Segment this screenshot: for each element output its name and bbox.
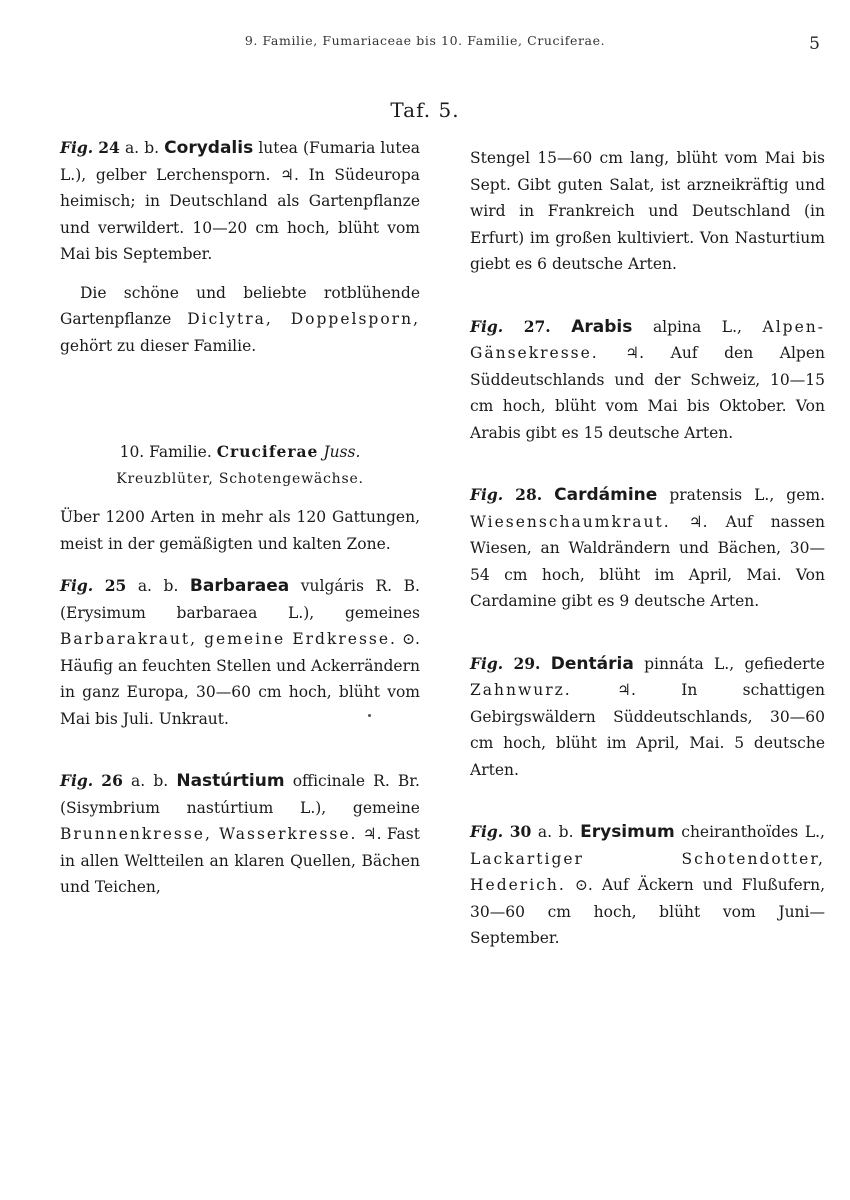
note-text-end: gehört zu dieser Familie. xyxy=(60,336,257,355)
common-name: Wiesenschaumkraut. xyxy=(470,512,671,531)
fig-number: 26 xyxy=(101,771,123,790)
family-description: Über 1200 Arten in mehr als 120 Gattungen, meist in der gemäßigten und kalten Zone. xyxy=(60,508,420,553)
fig-number: 25 xyxy=(104,576,127,595)
genus-name: Nastúrtium xyxy=(176,771,285,791)
family-number: 10. Familie. xyxy=(119,443,212,461)
entry-fig-28 xyxy=(470,482,825,615)
fig-number: 28. xyxy=(515,485,543,504)
fig-label: Fig. xyxy=(470,316,504,336)
family-heading xyxy=(60,439,420,466)
fig-parts: a. b. xyxy=(131,772,169,790)
fig-label: Fig. xyxy=(470,653,504,673)
genus-name: Cardámine xyxy=(554,485,658,505)
entry-text: cheiranthoïdes L., xyxy=(681,823,825,841)
page-number: 5 xyxy=(809,34,820,54)
entry-text-end: ♃. Auf nassen Wiesen, an Waldrändern und Bächen, 30—54 cm hoch, blüht im April, Mai. Von Cardamine gibt es 9 deutsche Arten. xyxy=(470,512,825,610)
entry-text: pratensis L., gem. xyxy=(669,486,826,504)
genus-name: Corydalis xyxy=(164,138,254,158)
entry-text: pinnáta L., gefiederte xyxy=(644,654,825,673)
right-column xyxy=(470,145,825,952)
genus-name: Barbaraea xyxy=(189,576,290,596)
print-speck xyxy=(368,714,371,717)
fig-label: Fig. xyxy=(60,771,94,790)
entry-fig-30 xyxy=(470,819,825,952)
note-spaced-name: Diclytra, Doppelsporn, xyxy=(187,310,420,328)
fig-label: Fig. xyxy=(470,822,504,841)
running-head: 9. Familie, Fumariaceae bis 10. Familie, Cruciferae. xyxy=(244,33,606,48)
entry-fig-29 xyxy=(470,651,825,784)
note-diclytra xyxy=(60,280,420,360)
entry-text-end: ♃. Auf den Alpen Süddeutschlands und der Schweiz, 10—15 cm hoch, blüht vom Mai bis Oktober. Von Arabis gibt es 15 deutsche Arten. xyxy=(470,344,825,442)
entry-fig-26 xyxy=(60,768,420,901)
common-name: Brunnenkresse, Wasserkresse. xyxy=(60,825,358,843)
common-name: Alpen-Gänsekresse. xyxy=(470,317,825,362)
fig-parts: a. b. xyxy=(537,823,574,841)
entry-text-end: ♃. Fast in allen Weltteilen an klaren Quellen, Bächen und Teichen, xyxy=(60,825,420,896)
left-column xyxy=(60,135,420,901)
fig-number: 30 xyxy=(509,822,532,841)
fig-label: Fig. xyxy=(470,485,504,504)
fig-number: 24 xyxy=(98,138,120,157)
entry-text: vulgáris R. B. (Erysimum barbaraea L.), gemeines xyxy=(60,577,420,622)
entry-text-end: ♃. In schattigen Gebirgswäldern Süddeutschlands, 30—60 cm hoch, blüht im April, Mai. 5 deutsche Arten. xyxy=(470,681,825,779)
common-name: Lackartiger Schotendotter, Hederich. xyxy=(470,849,825,894)
entry-fig-24 xyxy=(60,135,420,268)
fig-parts: a. b. xyxy=(137,577,179,595)
genus-name: Erysimum xyxy=(580,822,675,842)
note-text: Die schöne und beliebte rotblühende Gartenpflanze xyxy=(60,283,420,328)
plate-title: Taf. 5. xyxy=(390,98,460,122)
fig-label: Fig. xyxy=(60,138,94,157)
family-name: Cruciferae xyxy=(216,442,319,461)
genus-name: Dentária xyxy=(550,653,634,674)
family-author: Juss. xyxy=(323,443,361,461)
continuation-text: Stengel 15—60 cm lang, blüht vom Mai bis Sept. Gibt guten Salat, ist arzneikräftig und wird in Frankreich und Deutschland (in Erfurt) im großen kultiviert. Von Nasturtium giebt es 6 deutsche Arten. xyxy=(470,149,825,273)
entry-text-end: ⊙. Auf Äckern und Flußufern, 30—60 cm hoch, blüht vom Juni—September. xyxy=(470,876,825,947)
fig-number: 29. xyxy=(513,653,541,673)
fig-parts: a. b. xyxy=(124,139,160,157)
common-name: Barbarakraut, gemeine Erdkresse. xyxy=(60,630,397,648)
common-name: Zahnwurz. xyxy=(470,681,572,699)
genus-name: Arabis xyxy=(571,316,633,337)
fig-label: Fig. xyxy=(60,576,94,595)
entry-text: lutea (Fumaria lutea L.), gelber Lerchensporn. ♃. In Südeuropa heimisch; in Deutschland als Gartenpflanze und verwildert. 10—20 cm hoch, blüht vom Mai bis September. xyxy=(60,139,421,263)
entry-fig-25 xyxy=(60,573,420,732)
family-common-name: Kreuzblüter, Schotengewächse. xyxy=(116,470,364,487)
entry-fig-27 xyxy=(470,314,825,447)
entry-text-end: ⊙. Häufig an feuchten Stellen und Ackerrändern in ganz Europa, 30—60 cm hoch, blüht vom Mai bis Juli. Unkraut. xyxy=(60,630,420,728)
entry-text: officinale R. Br. (Sisymbrium nastúrtium L.), gemeine xyxy=(60,772,420,817)
entry-text: alpina L., xyxy=(652,317,742,336)
fig-number: 27. xyxy=(523,316,551,336)
